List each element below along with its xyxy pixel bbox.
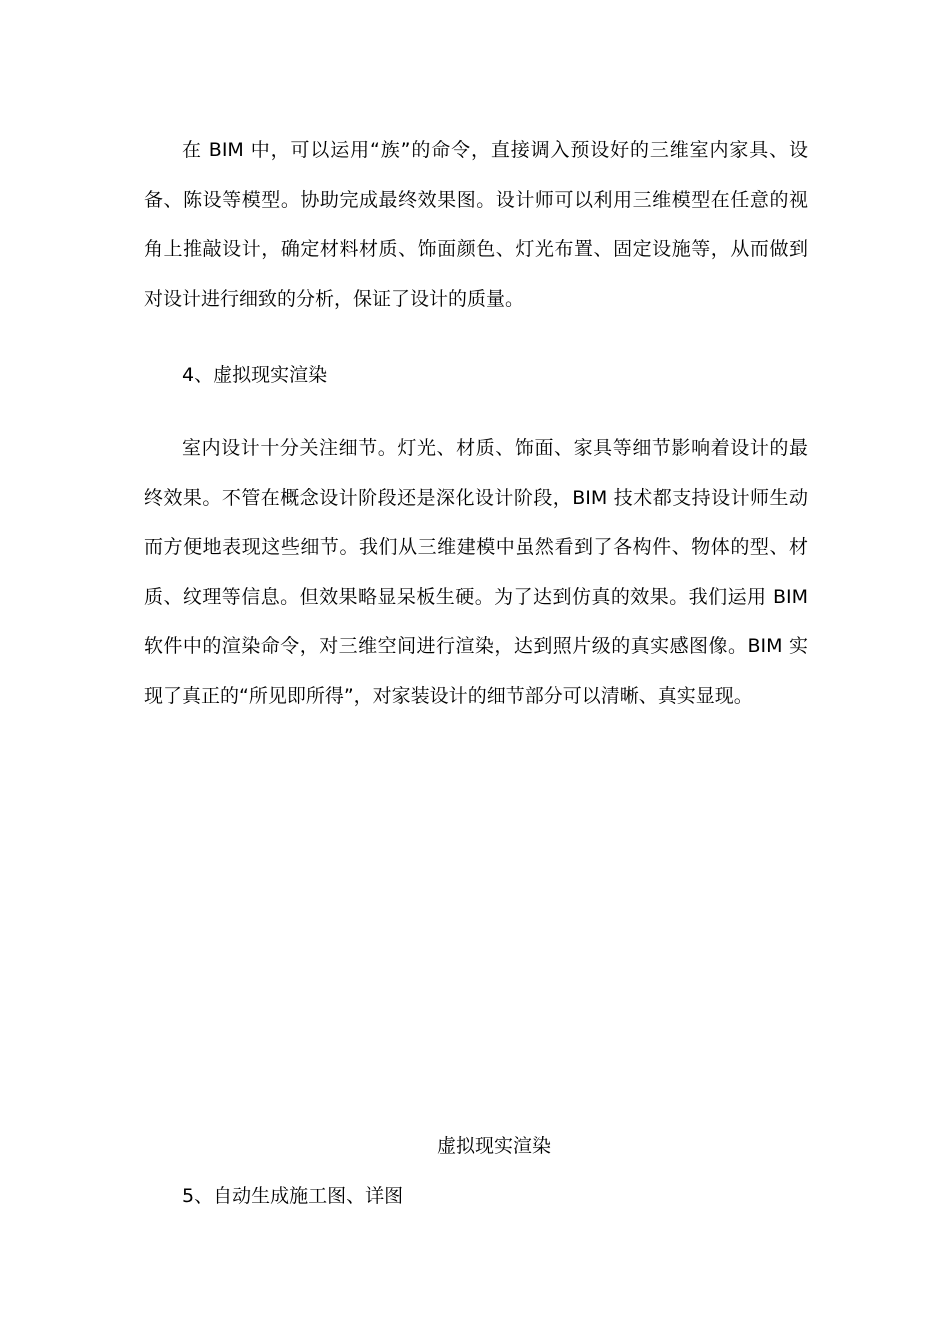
- figure-caption: 虚拟现实渲染: [436, 1135, 551, 1157]
- body-paragraph-rendering: 室内设计十分关注细节。灯光、材质、饰面、家具等细节影响着设计的最终效果。不管在概念设计阶段还是深化设计阶段，BIM 技术都支持设计师生动而方便地表现这些细节。我们从三维建模中虽然看到了各构件、物体的型、材质、纹理等信息。但效果略显呆板生硬。为了达到仿真的效果。我们运用 BIM 软件中的渲染命令，对三维空间进行渲染，达到照片级的真实感图像。BIM 实现了真正的“所见即所得”，对家装设计的细节部分可以清晰、真实显现。: [144, 437, 808, 707]
- body-paragraph-family-command: 在 BIM 中，可以运用“族”的命令，直接调入预设好的三维室内家具、设备、陈设等模型。协助完成最终效果图。设计师可以利用三维模型在任意的视角上推敲设计，确定材料材质、饰面颜色、灯光布置、固定设施等，从而做到对设计进行细致的分析，保证了设计的质量。: [144, 139, 808, 310]
- section-heading-4: 4、虚拟现实渲染: [182, 364, 328, 386]
- section-heading-5: 5、自动生成施工图、详图: [182, 1185, 404, 1207]
